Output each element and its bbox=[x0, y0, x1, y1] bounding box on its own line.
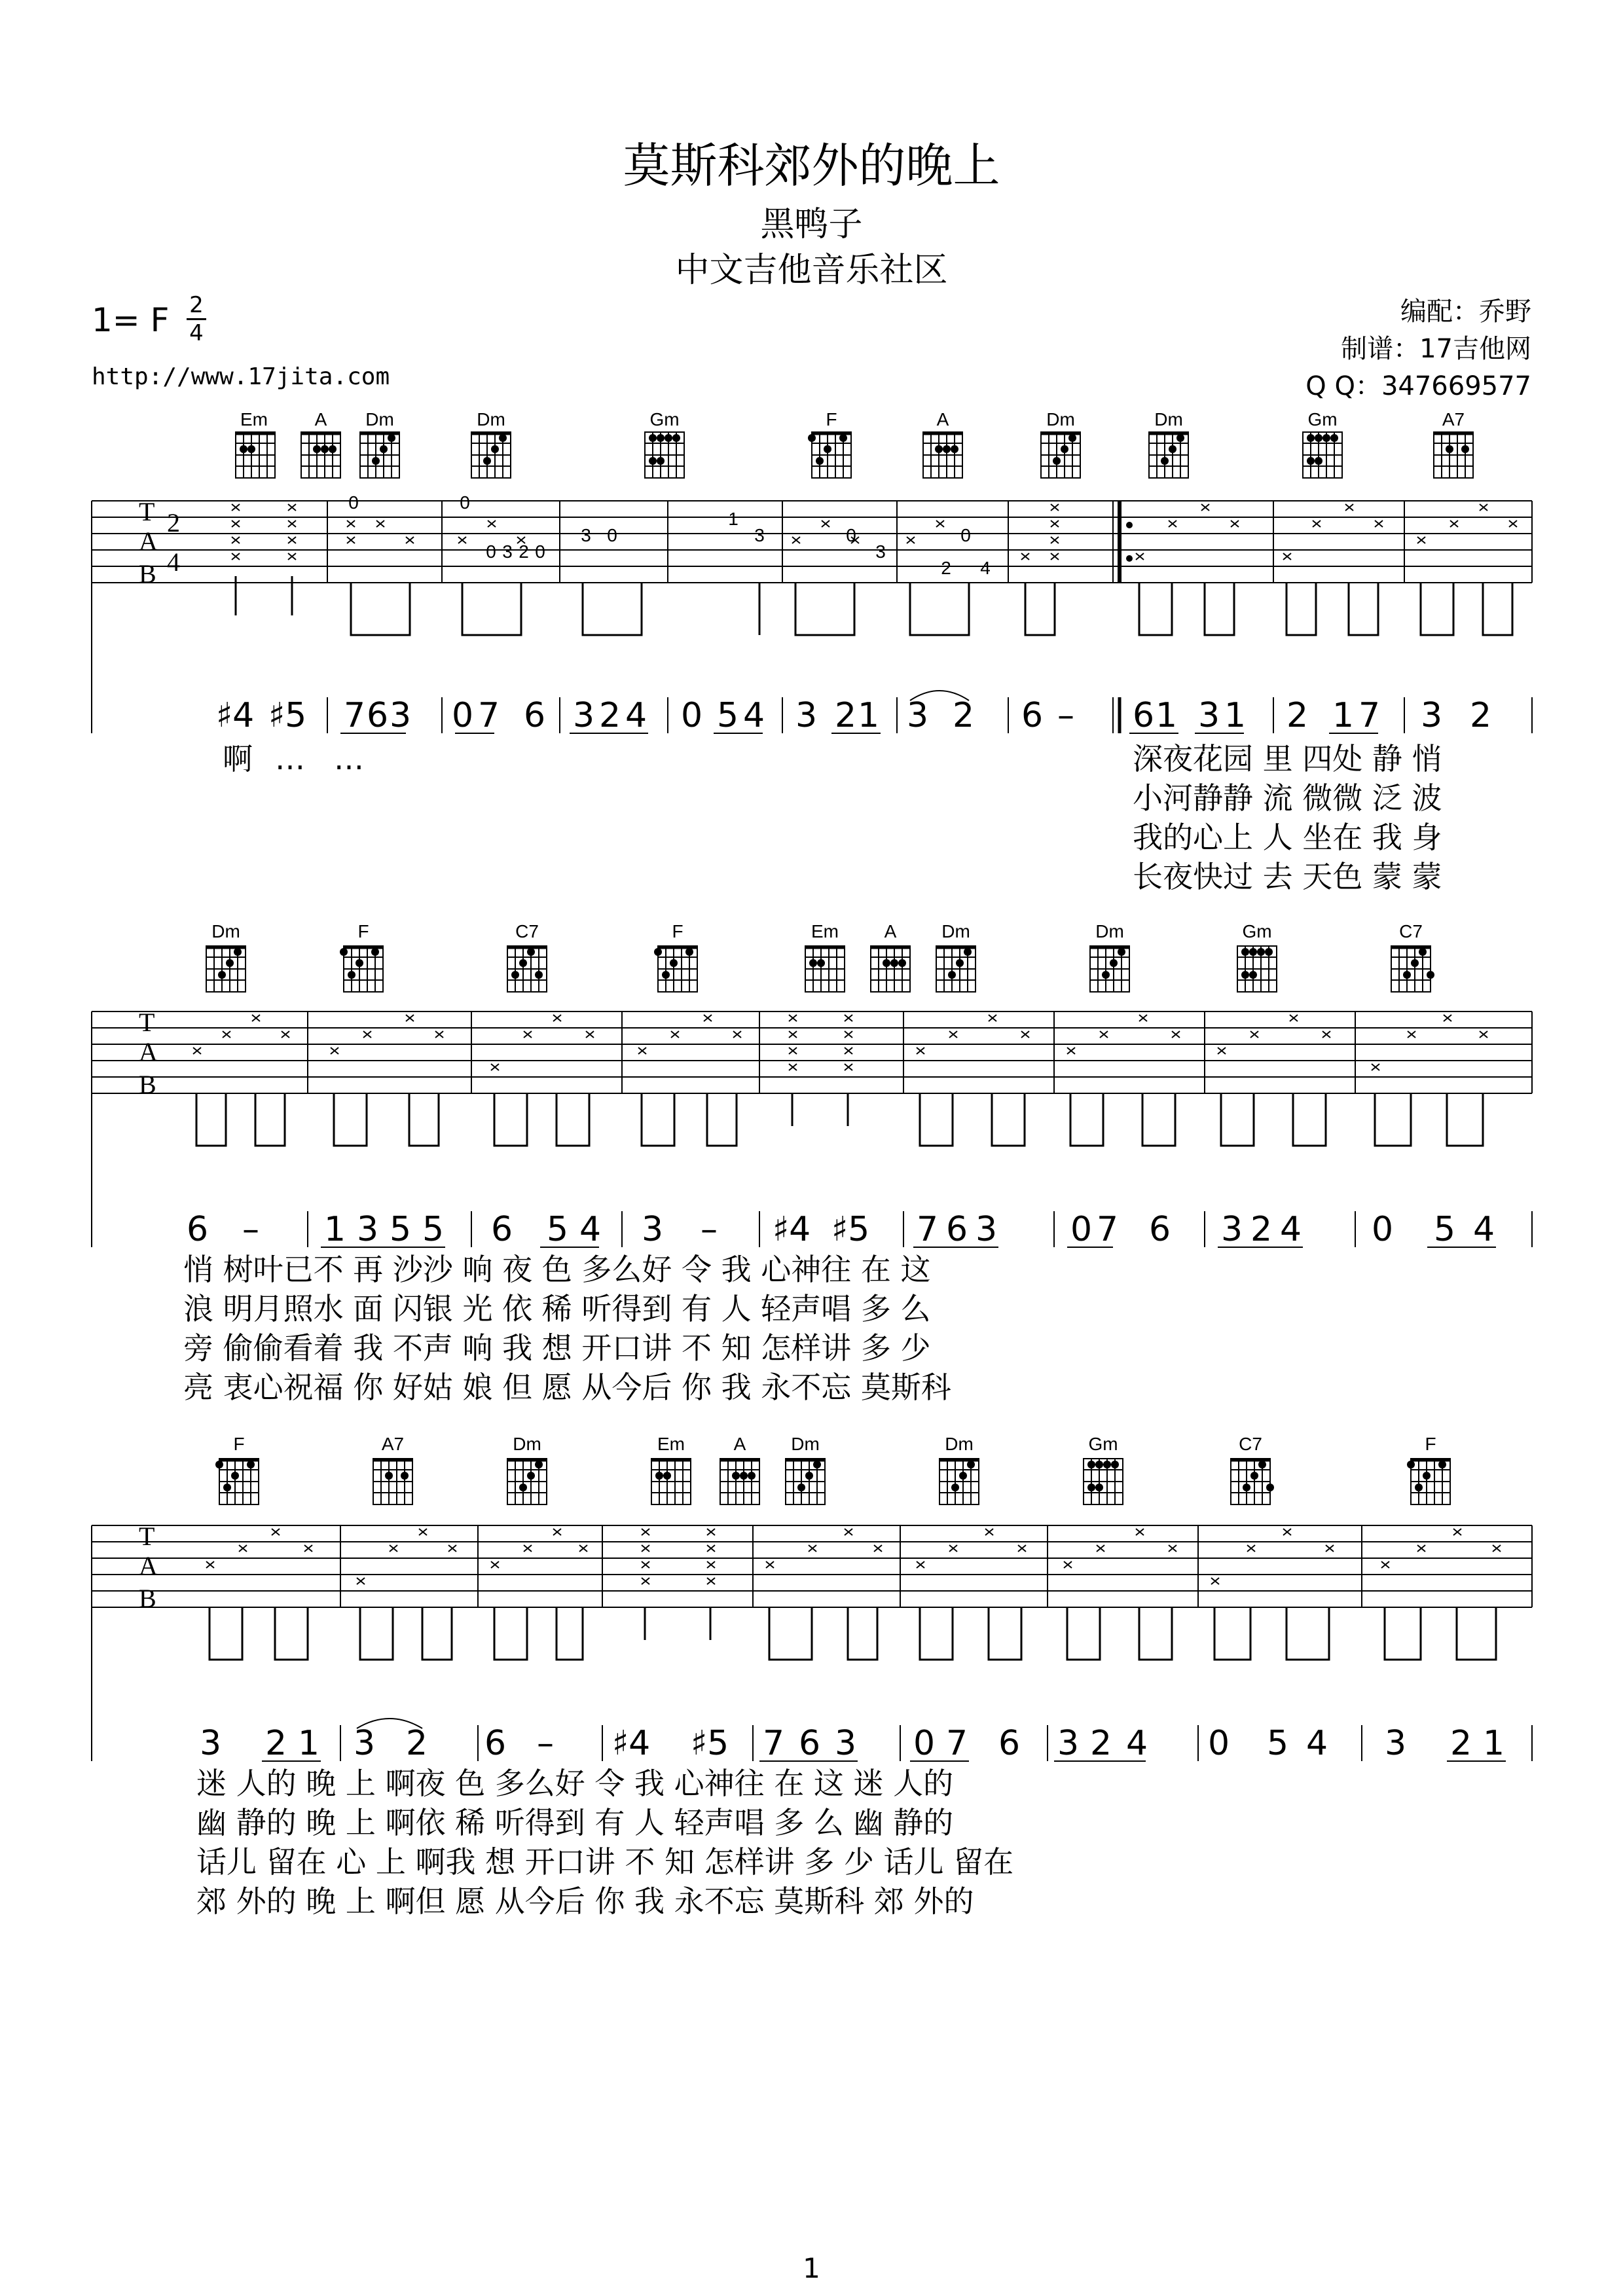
numbered-notation-3 bbox=[200, 1724, 1504, 1763]
svg-text:B: B bbox=[139, 1070, 156, 1099]
website-url: http://www.17jita.com bbox=[92, 363, 390, 390]
svg-text:2: 2 bbox=[519, 541, 529, 562]
svg-text:5: 5 bbox=[717, 696, 739, 735]
svg-text:–: – bbox=[242, 1210, 259, 1249]
arranger-credit: 编配：乔野 bbox=[1400, 297, 1531, 327]
tab-label-2 bbox=[139, 1008, 158, 1099]
svg-text:3: 3 bbox=[907, 696, 929, 735]
lyrics-1 bbox=[223, 741, 1442, 894]
rhythm-stems-2 bbox=[196, 1093, 1483, 1146]
chord-names-3 bbox=[233, 1434, 1436, 1454]
svg-text:郊 外的 晚 上 啊但 愿 从今后 你 我 永不忘 莫斯科: 郊 外的 晚 上 啊但 愿 从今后 你 我 永不忘 莫斯科 郊 外的 bbox=[196, 1884, 974, 1919]
svg-text:3: 3 bbox=[390, 696, 412, 735]
svg-text:2: 2 bbox=[1470, 696, 1492, 735]
svg-text:话儿 留在 心 上 啊我 想 开口讲 不 知 怎样讲 多 少: 话儿 留在 心 上 啊我 想 开口讲 不 知 怎样讲 多 少 话儿 留在 bbox=[196, 1844, 1014, 1880]
svg-text:3: 3 bbox=[875, 541, 886, 562]
svg-text:3: 3 bbox=[976, 1210, 998, 1249]
svg-text:4: 4 bbox=[743, 696, 765, 735]
svg-text:Gm: Gm bbox=[1242, 921, 1272, 941]
svg-text:5: 5 bbox=[422, 1210, 445, 1249]
svg-text:3: 3 bbox=[835, 1724, 857, 1763]
chord-name: F bbox=[826, 409, 837, 429]
svg-text:4: 4 bbox=[579, 1210, 602, 1249]
chord-dots-2 bbox=[218, 948, 1434, 979]
svg-text:6: 6 bbox=[1021, 696, 1044, 735]
page-number: 1 bbox=[803, 2252, 820, 2284]
svg-text:7: 7 bbox=[917, 1210, 939, 1249]
transcriber-credit: 制谱：17吉他网 bbox=[1341, 334, 1531, 364]
strum-marks-2 bbox=[193, 1015, 1487, 1070]
strum-marks-1 bbox=[232, 504, 1517, 560]
svg-text:F: F bbox=[672, 921, 684, 941]
svg-text:3: 3 bbox=[573, 696, 595, 735]
svg-text:1: 1 bbox=[1156, 696, 1178, 735]
numbered-bars-3 bbox=[262, 1725, 1532, 1761]
svg-text:我的心上 人 坐在 我 身: 我的心上 人 坐在 我 身 bbox=[1133, 820, 1442, 855]
svg-text:深夜花园 里 四处 静 悄: 深夜花园 里 四处 静 悄 bbox=[1133, 741, 1442, 776]
svg-text:4: 4 bbox=[625, 696, 647, 735]
svg-text:♯4: ♯4 bbox=[216, 696, 255, 735]
svg-text:T: T bbox=[139, 1008, 155, 1037]
tab-staff-1 bbox=[92, 501, 1532, 583]
svg-text:6: 6 bbox=[187, 1210, 209, 1249]
svg-text:0: 0 bbox=[607, 525, 617, 545]
chord-name: Gm bbox=[1307, 409, 1338, 429]
svg-text:7: 7 bbox=[478, 696, 500, 735]
svg-text:A: A bbox=[733, 1434, 746, 1454]
svg-text:C7: C7 bbox=[1399, 921, 1423, 941]
svg-text:–: – bbox=[1057, 696, 1074, 735]
svg-text:Em: Em bbox=[811, 921, 839, 941]
svg-text:7: 7 bbox=[344, 696, 366, 735]
svg-text:4: 4 bbox=[1280, 1210, 1302, 1249]
svg-text:0: 0 bbox=[452, 696, 474, 735]
svg-text:0: 0 bbox=[960, 525, 971, 545]
svg-text:2: 2 bbox=[1450, 1724, 1472, 1763]
chord-names-2 bbox=[211, 921, 1423, 941]
svg-text:1: 1 bbox=[1483, 1724, 1505, 1763]
svg-text:3: 3 bbox=[502, 541, 513, 562]
svg-text:F: F bbox=[357, 921, 369, 941]
community-name: 中文吉他音乐社区 bbox=[675, 251, 948, 290]
svg-text:6: 6 bbox=[799, 1724, 821, 1763]
svg-text:0: 0 bbox=[460, 492, 470, 513]
svg-text:–: – bbox=[701, 1210, 718, 1249]
svg-text:4: 4 bbox=[1306, 1724, 1328, 1763]
svg-text:Em: Em bbox=[657, 1434, 685, 1454]
svg-text:…: … bbox=[334, 741, 364, 776]
svg-text:6: 6 bbox=[998, 1724, 1021, 1763]
svg-text:幽 静的 晚 上 啊依 稀 听得到 有 人 轻声唱 多 么: 幽 静的 晚 上 啊依 稀 听得到 有 人 轻声唱 多 么 幽 静的 bbox=[196, 1805, 954, 1840]
svg-text:0: 0 bbox=[535, 541, 545, 562]
svg-text:A: A bbox=[139, 1037, 158, 1066]
chord-name: Em bbox=[240, 409, 268, 429]
svg-text:小河静静 流 微微 泛 波: 小河静静 流 微微 泛 波 bbox=[1133, 780, 1442, 816]
svg-text:迷 人的 晚 上 啊夜 色 多么好 令 我 心神往 在 这: 迷 人的 晚 上 啊夜 色 多么好 令 我 心神往 在 这 迷 人的 bbox=[196, 1766, 954, 1801]
svg-text:3: 3 bbox=[642, 1210, 664, 1249]
lyrics-3 bbox=[196, 1766, 1013, 1919]
chord-name: Dm bbox=[1046, 409, 1075, 429]
svg-text:7: 7 bbox=[1359, 696, 1381, 735]
song-title: 莫斯科郊外的晚上 bbox=[623, 138, 1000, 193]
svg-text:3: 3 bbox=[754, 525, 765, 545]
svg-text:2: 2 bbox=[1286, 696, 1309, 735]
svg-text:♯4: ♯4 bbox=[612, 1724, 651, 1763]
svg-text:3: 3 bbox=[1421, 696, 1443, 735]
key-signature: 1= F bbox=[92, 301, 170, 339]
svg-text:F: F bbox=[233, 1434, 245, 1454]
tab-label-1 bbox=[139, 497, 158, 589]
chord-name: Dm bbox=[477, 409, 505, 429]
svg-text:A: A bbox=[139, 1551, 158, 1580]
svg-text:7: 7 bbox=[763, 1724, 785, 1763]
svg-text:♯5: ♯5 bbox=[268, 696, 307, 735]
chord-name: A7 bbox=[1442, 409, 1465, 429]
svg-text:5: 5 bbox=[547, 1210, 569, 1249]
svg-text:6: 6 bbox=[1149, 1210, 1171, 1249]
svg-text:5: 5 bbox=[1267, 1724, 1289, 1763]
svg-text:2: 2 bbox=[835, 696, 857, 735]
time-signature-top: 2 bbox=[189, 292, 204, 318]
svg-text:2: 2 bbox=[265, 1724, 287, 1763]
svg-text:7: 7 bbox=[946, 1724, 968, 1763]
svg-text:Dm: Dm bbox=[941, 921, 970, 941]
chord-name: Gm bbox=[649, 409, 680, 429]
svg-text:1: 1 bbox=[324, 1210, 346, 1249]
svg-text:6: 6 bbox=[524, 696, 546, 735]
svg-text:A: A bbox=[139, 526, 158, 556]
svg-text:5: 5 bbox=[390, 1210, 412, 1249]
svg-text:3: 3 bbox=[357, 1210, 379, 1249]
svg-text:2: 2 bbox=[406, 1724, 428, 1763]
svg-text:5: 5 bbox=[1434, 1210, 1456, 1249]
svg-text:4: 4 bbox=[1126, 1724, 1148, 1763]
svg-text:T: T bbox=[139, 1522, 155, 1551]
svg-text:1: 1 bbox=[298, 1724, 320, 1763]
svg-text:6: 6 bbox=[946, 1210, 968, 1249]
svg-text:Dm: Dm bbox=[513, 1434, 541, 1454]
chord-name: Dm bbox=[365, 409, 394, 429]
svg-text:0: 0 bbox=[1070, 1210, 1093, 1249]
svg-text:0: 0 bbox=[681, 696, 703, 735]
qq-credit: Q Q：347669577 bbox=[1305, 371, 1531, 401]
svg-text:♯5: ♯5 bbox=[831, 1210, 870, 1249]
svg-text:啊: 啊 bbox=[223, 741, 253, 776]
time-signature-bottom: 4 bbox=[189, 320, 204, 346]
svg-text:C7: C7 bbox=[1239, 1434, 1262, 1454]
svg-text:1: 1 bbox=[728, 509, 739, 529]
svg-text:…: … bbox=[275, 741, 305, 776]
svg-text:2: 2 bbox=[599, 696, 621, 735]
svg-text:3: 3 bbox=[1385, 1724, 1407, 1763]
system-1 bbox=[92, 409, 1532, 894]
svg-text:0: 0 bbox=[1372, 1210, 1394, 1249]
svg-text:6: 6 bbox=[1133, 696, 1155, 735]
chord-dots-1 bbox=[240, 434, 1469, 465]
svg-text:C7: C7 bbox=[515, 921, 539, 941]
lyrics-2 bbox=[183, 1252, 951, 1405]
svg-text:2: 2 bbox=[167, 508, 180, 538]
svg-text:B: B bbox=[139, 559, 156, 589]
svg-text:4: 4 bbox=[167, 547, 180, 577]
tab-time-signature bbox=[167, 508, 180, 577]
svg-text:3: 3 bbox=[354, 1724, 376, 1763]
svg-text:Dm: Dm bbox=[1095, 921, 1124, 941]
svg-text:3: 3 bbox=[795, 696, 818, 735]
svg-text:0: 0 bbox=[1208, 1724, 1230, 1763]
svg-text:3: 3 bbox=[200, 1724, 222, 1763]
tab-numbers-1 bbox=[348, 492, 991, 578]
svg-text:旁 偷偷看着 我 不声 响 我 想 开口讲 不 知 怎样讲: 旁 偷偷看着 我 不声 响 我 想 开口讲 不 知 怎样讲 多 少 bbox=[183, 1330, 931, 1366]
svg-text:F: F bbox=[1425, 1434, 1436, 1454]
svg-text:浪 明月照水 面 闪银 光 依 稀 听得到 有 人 轻声唱: 浪 明月照水 面 闪银 光 依 稀 听得到 有 人 轻声唱 多 么 bbox=[183, 1291, 931, 1326]
rhythm-stems-1 bbox=[236, 576, 1512, 635]
svg-text:7: 7 bbox=[1097, 1210, 1119, 1249]
svg-text:0: 0 bbox=[486, 541, 496, 562]
svg-text:♯5: ♯5 bbox=[691, 1724, 729, 1763]
svg-text:A7: A7 bbox=[381, 1434, 405, 1454]
svg-text:3: 3 bbox=[581, 525, 591, 545]
numbered-notation-2 bbox=[187, 1210, 1495, 1249]
chord-name: Dm bbox=[1154, 409, 1183, 429]
strum-marks-3 bbox=[206, 1529, 1501, 1584]
svg-text:3: 3 bbox=[1198, 696, 1220, 735]
svg-text:Dm: Dm bbox=[211, 921, 240, 941]
tab-label-3 bbox=[139, 1522, 158, 1613]
svg-text:Dm: Dm bbox=[945, 1434, 974, 1454]
svg-text:Gm: Gm bbox=[1088, 1434, 1118, 1454]
numbered-notation-1 bbox=[216, 696, 1491, 735]
svg-text:2: 2 bbox=[1090, 1724, 1112, 1763]
svg-text:2: 2 bbox=[953, 696, 975, 735]
chord-diagrams-1 bbox=[236, 432, 1473, 478]
svg-text:1: 1 bbox=[858, 696, 880, 735]
svg-text:3: 3 bbox=[1057, 1724, 1080, 1763]
artist-name: 黑鸭子 bbox=[760, 205, 863, 244]
system-3 bbox=[92, 1434, 1532, 1919]
svg-text:长夜快过 去 天色 蒙 蒙: 长夜快过 去 天色 蒙 蒙 bbox=[1133, 859, 1442, 894]
svg-text:2: 2 bbox=[941, 558, 951, 578]
svg-text:T: T bbox=[139, 497, 155, 526]
chord-name: A bbox=[314, 409, 327, 429]
svg-text:A: A bbox=[884, 921, 897, 941]
svg-text:1: 1 bbox=[1224, 696, 1247, 735]
svg-text:4: 4 bbox=[980, 558, 991, 578]
svg-text:6: 6 bbox=[367, 696, 389, 735]
svg-text:1: 1 bbox=[1332, 696, 1355, 735]
rhythm-stems-3 bbox=[210, 1607, 1496, 1660]
svg-text:0: 0 bbox=[348, 492, 359, 513]
svg-text:0: 0 bbox=[846, 525, 856, 545]
svg-text:4: 4 bbox=[1473, 1210, 1495, 1249]
svg-text:2: 2 bbox=[1250, 1210, 1273, 1249]
svg-text:Dm: Dm bbox=[791, 1434, 820, 1454]
svg-text:0: 0 bbox=[913, 1724, 936, 1763]
svg-text:3: 3 bbox=[1221, 1210, 1243, 1249]
svg-text:♯4: ♯4 bbox=[773, 1210, 811, 1249]
svg-text:6: 6 bbox=[484, 1724, 507, 1763]
chord-name: A bbox=[936, 409, 949, 429]
svg-text:亮 衷心祝福 你 好姑 娘 但 愿 从今后 你 我 永不忘: 亮 衷心祝福 你 好姑 娘 但 愿 从今后 你 我 永不忘 莫斯科 bbox=[183, 1370, 951, 1405]
chord-names-1 bbox=[240, 409, 1465, 429]
svg-text:B: B bbox=[139, 1584, 156, 1613]
svg-text:–: – bbox=[537, 1724, 554, 1763]
svg-text:6: 6 bbox=[491, 1210, 513, 1249]
svg-text:悄 树叶已不 再 沙沙 响 夜 色 多么好 令 我 心神往: 悄 树叶已不 再 沙沙 响 夜 色 多么好 令 我 心神往 在 这 bbox=[183, 1252, 931, 1287]
system-2 bbox=[92, 921, 1532, 1405]
